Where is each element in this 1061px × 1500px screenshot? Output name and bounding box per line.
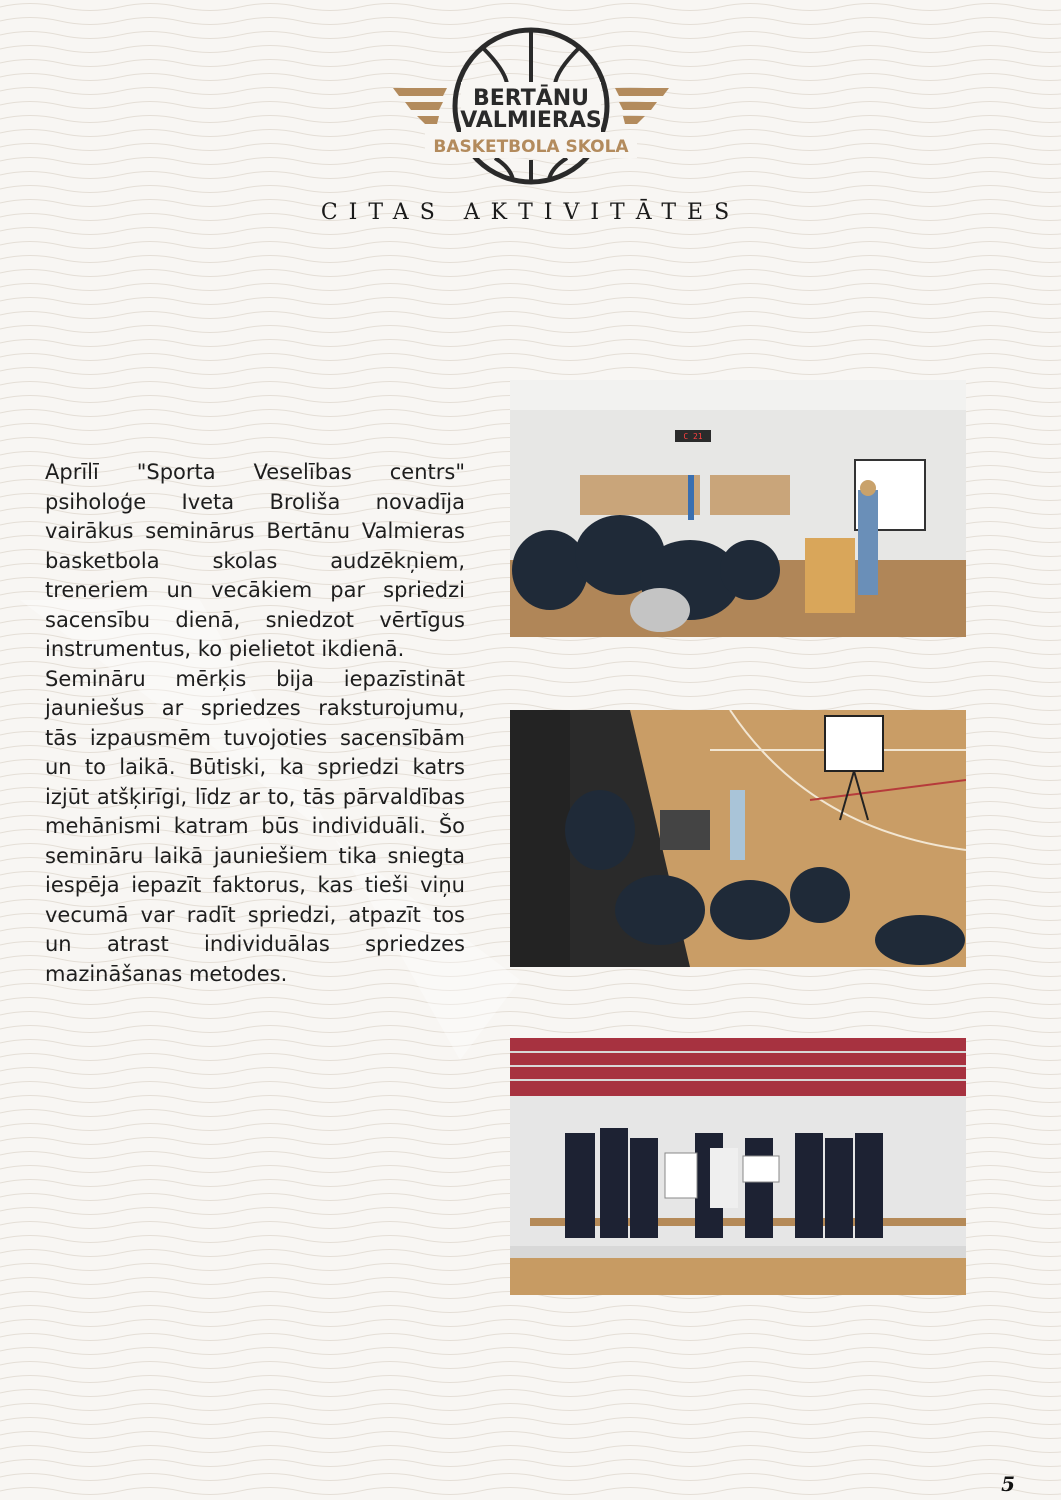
scoreboard-text: C 21 <box>683 432 703 441</box>
article-body <box>45 458 465 989</box>
logo-line-3: BASKETBOLA SKOLA <box>433 137 629 157</box>
logo-line-2: VALMIERAS <box>460 108 602 133</box>
photo-group <box>510 1038 966 1295</box>
photo-seminar-presentation <box>510 380 966 637</box>
photo-students-on-floor <box>510 710 966 967</box>
logo-line-1: BERTĀNU <box>472 86 590 111</box>
paragraph-2: Semināru mērķis bija iepazīstināt jauniešus ar spriedzes raksturojumu, tās izpausmēm tuvojoties sacensībām un to laikā. Būtiski, ka spriedzi katrs izjūt atšķirīgi, līdz ar to, tās pārvaldības mehānismi katram būs individuāli. Šo semināru laikā jauniešiem tika sniegta iespēja iepazīt faktorus, kas tieši viņu vecumā var radīt spriedzi, atpazīt tos un atrast individuālas spriedzes mazināšanas metodes. <box>45 666 465 986</box>
page-number: 5 <box>1001 1472 1015 1496</box>
paragraph-1: Aprīlī "Sporta Veselības centrs" psiholoģe Iveta Broliša novadīja vairākus seminārus Bertānu Valmieras basketbola skolas audzēkņiem, treneriem un vecākiem par spriedzi sacensību dienā, sniedzot vērtīgus instrumentus, ko pielietot ikdienā. <box>45 460 465 661</box>
section-title: CITAS AKTIVITĀTES <box>320 200 741 225</box>
school-logo <box>385 22 677 190</box>
